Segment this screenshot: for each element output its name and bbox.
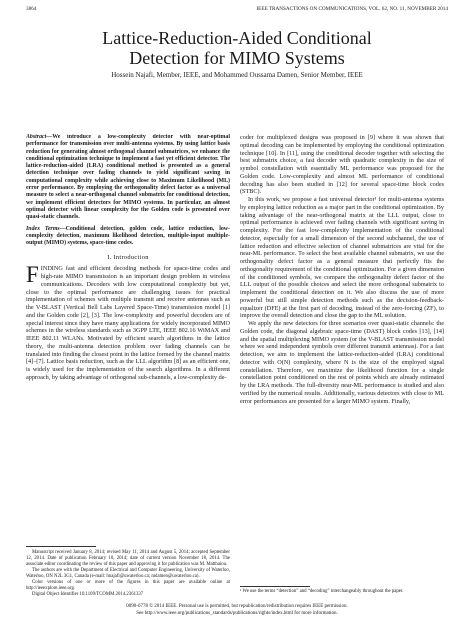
footnote-affiliation: The authors are with the Department of Electrical and Computer Engineering, University of Waterloo, Waterloo, ON N2L 3G1, Canada (e-mail: hnajafi@uwaterloo.ca; mdamen@uwaterloo.ca). [26,568,230,579]
intro-paragraph [26,262,230,381]
footnote-color: Color versions of one or more of the figures in this paper are available online at http://ieeexplore.ieee.org. [26,580,230,591]
drop-cap: F [26,262,39,288]
footnote-rule [240,586,310,587]
running-head [26,5,448,14]
journal-header: IEEE TRANSACTIONS ON COMMUNICATIONS, VOL. 62, NO. 11, NOVEMBER 2014 [256,6,448,12]
manuscript-footnotes [26,546,230,598]
index-terms-label: Index Terms [26,225,60,232]
abstract [26,134,230,222]
title-line-1: Lattice-Reduction-Aided Conditional [102,28,372,48]
abstract-text: —We introduce a low-complexity detector with near-optimal performance for transmission over multi-antenna systems. By using lattice basis reduction for generating almost orthogonal channel submatrices, we enhance the conditional optimization technique to implement a fast yet efficient detector. The lattice-reduction-aided (LRA) conditional method is presented as a general detection technique over fading channels to yield significant saving in computational complexity while achieving close to Maximum Likelihood (ML) error performance. By employing the orthogonality defect factor as a universal measure to select a near-orthogonal channel submatrix for conditional detection, we implement efficient detectors for MIMO systems. In particular, an almost optimal detector with linear complexity for the Golden code is presented over quasi-static channels. [26,134,230,221]
footer-rights: See http://www.ieee.org/publications_standards/publications/rights/index.html for more information. [136,610,338,616]
page-number: 3864 [26,6,37,12]
footnote-rule [26,546,96,547]
intro-text: INDING fast and efficient decoding methods for space-time codes and high-rate MIMO transmission is an important design problem in wireless communications. Decoders with low computational complexity but yet, close to the optimal performance are challenging issues for practical implementation of schemes with multiple transmit and receive antennas such as the V-BLAST (Vertical Bell Labs Layered Space-Time) transmission model [1] and the Golden code [2], [3]. The low-complexity and powerful decoders are of special interest since they have many applications for widely incorporated MIMO schemes in the wireless standards such as 3GPP LTE, IEEE 802.16 WiMAX and IEEE 802.11 WLANs. Motivated by efficient search algorithms in the lattice theory, the multi-antenna detection problem over fading channels can be translated into finding the closest point in the lattice formed by the channel matrix [4]–[7]. Lattice basis reduction, such as the LLL algorithm [8] as an efficient one, is widely used for the implementation of the search algorithms. In a different approach, by taking advantage of orthogonal sub-channels, a low-complexity de- [26,265,230,381]
footnote-received: Manuscript received January 8, 2014; revised May 11, 2014 and August 5, 2014; accepted September 12, 2014. Date of publication February 10, 2014; date of current version November 18, 2014. The associate editor coordinating the review of this paper and approving it for publication was M. Matthaiou. [26,550,230,567]
index-terms [26,226,230,248]
paper-title [0,28,474,68]
terminology-footnote [240,586,444,595]
author-list: Hossein Najafi, Member, IEEE, and Mohammed Oussama Damen, Senior Member, IEEE [111,71,363,79]
footnote-terms: ¹ We use the terms “detection” and “decoding” interchangeably throughout the paper. [240,589,404,594]
abstract-label: Abstract [26,134,47,140]
right-column [240,134,444,608]
section-heading-introduction: I. Introduction [107,254,149,262]
body-paragraph-1: coder for multiplexed designs was proposed in [9] where it was shown that optimal decoding can be implemented by employing the conditional optimization technique [10]. In [11], using the conditional decoder together with selecting the best submatrix choice, a fast decoder with quadratic complexity in the size of symbol constellation with essentially ML performance was proposed for the Golden code. Low-complexity and almost ML performance of conditional decoding has also been studied in [12] for several space-time block codes (STBC). [240,134,444,196]
title-line-2: Detection for MIMO Systems [129,48,345,68]
left-column [26,134,230,540]
body-paragraph-3: We apply the new detectors for three scenarios over quasi-static channels: the Golden code, the diagonal algebraic space-time (DAST) block codes [13], [14] and the spatial multiplexing MIMO system (or the V-BLAST transmission model where we send independent symbols over different transmit antennas). For a fast detection, we aim to implement the lattice-reduction-aided (LRA) conditional detector with O(N) complexity, where N is the size of the employed signal constellation. Therefore, we maximize the likelihood function for a single constellation point conditioned on the rest of points which are already estimated by the LRA methods. The full-diversity near-ML performance is studied and also verified by the numerical results. Additionally, various detectors with close to ML error performances are presented for a larger MIMO system. Finally, [240,320,444,405]
copyright-footer [0,604,474,617]
footnote-doi: Digital Object Identifier 10.1109/TCOMM.2014.2361337 [32,592,144,597]
body-paragraph-2: In this work, we propose a fast universal detector¹ for multi-antenna systems by employing lattice reduction as a major part in the conditional optimization. By taking advantage of the near-orthogonal matrix at the LLL output, close to optimal performance is achieved over fading channels with significant saving in complexity. For the fast low-complexity implementation of the conditional detector, especially for a small dimension of the second subchannel, the use of lattice reduction and effective selection of channel submatrices are vital for the near-ML performance. To select the best available channel submatrix, we use the orthogonality defect factor as a general measure that perfectly fits the orthogonality requirement of the conditional optimization. For a given dimension of the conditioned symbols, we compare the orthogonality defect factor of the LLL output of the possible choices and select the more orthogonal submatrix to implement the conditional detection on it. We also discuss the use of more powerful but still simple detection methods such as the decision-feedback-equalizer (DFE) at the first part of decoding, instead of the zero-forcing (ZF), to improve the overall detection and close the gap to the ML solution. [240,196,444,320]
index-terms-text: —Conditional detection, golden code, lattice reduction, low-complexity detection, maximum likelihood detection, multiple-input multiple-output (MIMO) systems, space-time codes. [26,225,230,247]
footer-copyright: 0090-6778 © 2014 IEEE. Personal use is permitted, but republication/redistribution requires IEEE permission. [126,604,348,609]
